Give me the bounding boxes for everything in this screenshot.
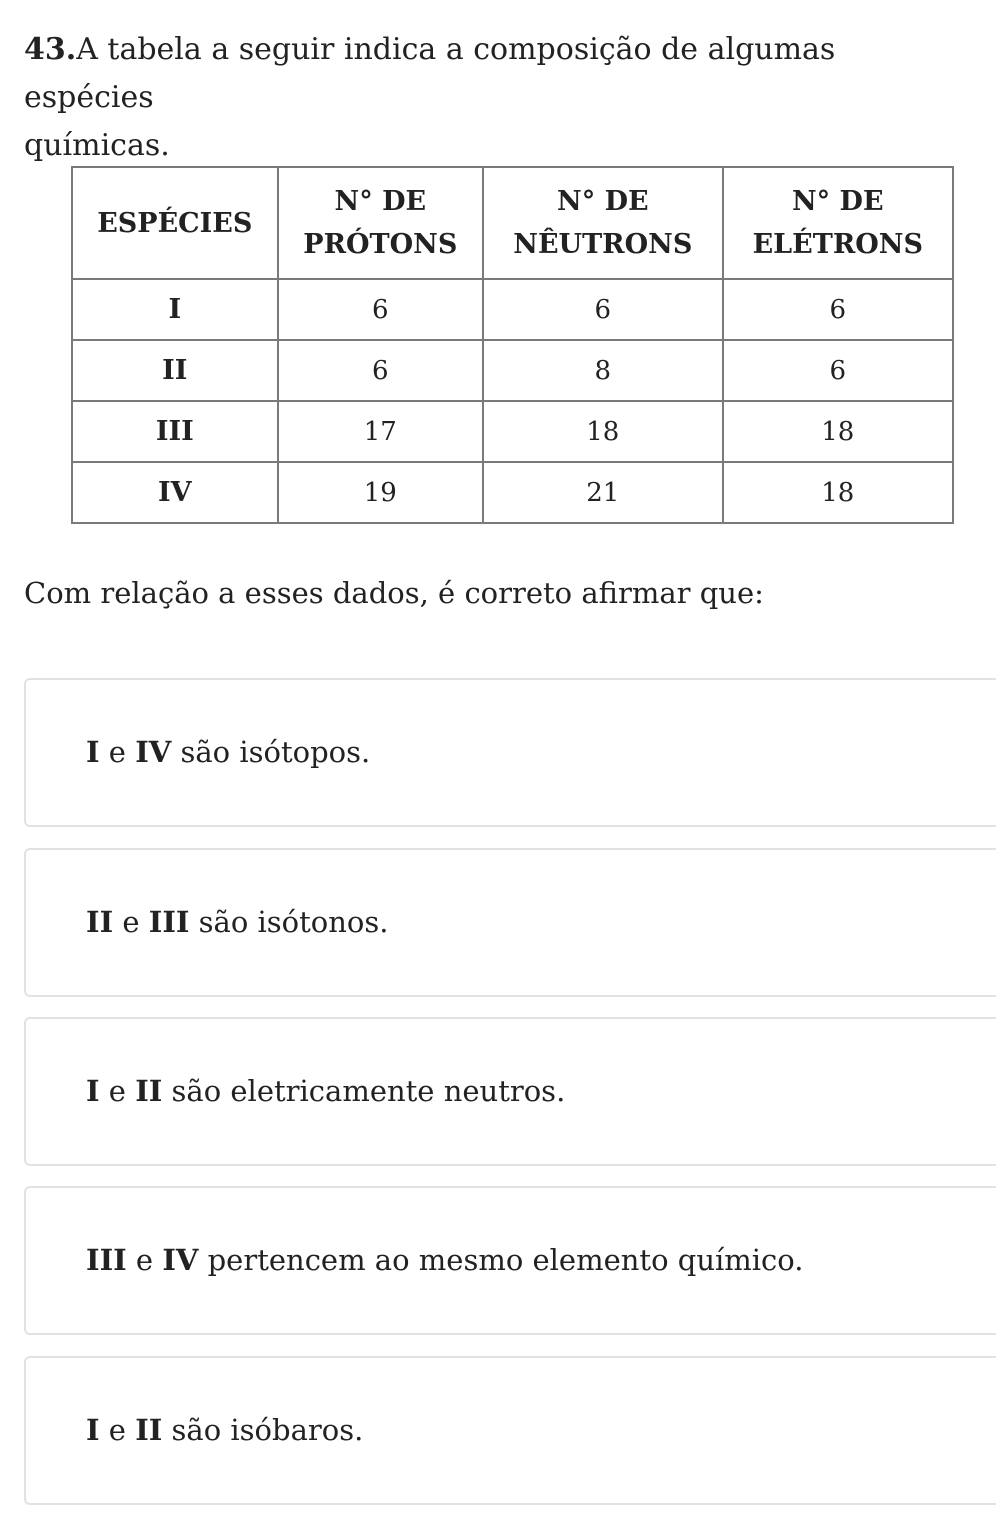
option-term-b: II <box>135 1413 163 1447</box>
header-neutrons-line1: N° DE <box>557 186 649 217</box>
cell-species: I <box>72 279 278 340</box>
cell-electrons: 6 <box>723 279 953 340</box>
answer-option-2[interactable] <box>24 848 996 997</box>
answer-option-text <box>86 1408 363 1452</box>
option-conjunction: e <box>99 1074 136 1108</box>
answer-option-text <box>86 900 389 944</box>
cell-neutrons: 6 <box>483 279 722 340</box>
table-row <box>72 401 953 462</box>
table-row <box>72 462 953 523</box>
cell-neutrons: 21 <box>483 462 722 523</box>
option-statement: são isótonos. <box>189 905 389 939</box>
header-electrons-line1: N° DE <box>791 186 884 217</box>
cell-species: IV <box>72 462 278 523</box>
answer-option-text <box>86 1238 803 1282</box>
header-protons <box>278 167 484 279</box>
cell-protons: 17 <box>278 401 484 462</box>
cell-species: III <box>72 401 278 462</box>
cell-species: II <box>72 340 278 401</box>
option-term-a: II <box>86 905 114 939</box>
option-statement: são isóbaros. <box>162 1413 364 1447</box>
answer-option-4[interactable] <box>24 1186 996 1335</box>
answer-option-5[interactable] <box>24 1356 996 1505</box>
question-text <box>24 26 954 170</box>
option-conjunction: e <box>126 1243 163 1277</box>
header-electrons-line2: ELÉTRONS <box>752 229 923 260</box>
option-term-b: III <box>148 905 190 939</box>
table-row <box>72 279 953 340</box>
answer-option-text <box>86 1069 565 1113</box>
cell-neutrons: 18 <box>483 401 722 462</box>
cell-protons: 6 <box>278 340 484 401</box>
cell-neutrons: 8 <box>483 340 722 401</box>
header-protons-line2: PRÓTONS <box>303 229 458 260</box>
header-especies-label: ESPÉCIES <box>97 207 253 239</box>
cell-electrons: 6 <box>723 340 953 401</box>
answer-option-3[interactable] <box>24 1017 996 1166</box>
option-term-a: III <box>86 1243 127 1277</box>
header-electrons <box>723 167 953 279</box>
question-line-1: A tabela a seguir indica a composição de algumas espécies <box>24 32 836 115</box>
option-term-b: IV <box>162 1243 199 1277</box>
option-term-b: IV <box>135 735 172 769</box>
header-neutrons <box>483 167 722 279</box>
option-conjunction: e <box>99 1413 136 1447</box>
option-statement: são isótopos. <box>171 735 371 769</box>
answer-option-1[interactable] <box>24 678 996 827</box>
header-protons-line1: N° DE <box>334 186 427 217</box>
option-term-a: I <box>86 1413 100 1447</box>
cell-protons: 19 <box>278 462 484 523</box>
option-statement: pertencem ao mesmo elemento químico. <box>198 1243 804 1277</box>
header-neutrons-line2: NÊUTRONS <box>513 229 693 260</box>
option-term-b: II <box>135 1074 163 1108</box>
cell-electrons: 18 <box>723 462 953 523</box>
species-composition-table <box>71 166 954 524</box>
header-especies <box>72 167 278 279</box>
table-row <box>72 340 953 401</box>
question-prompt: Com relação a esses dados, é correto afirmar que: <box>24 576 764 610</box>
question-line-2: químicas. <box>24 128 170 163</box>
option-term-a: I <box>86 735 100 769</box>
cell-protons: 6 <box>278 279 484 340</box>
option-term-a: I <box>86 1074 100 1108</box>
option-statement: são eletricamente neutros. <box>162 1074 566 1108</box>
option-conjunction: e <box>99 735 136 769</box>
answer-option-text <box>86 730 370 774</box>
question-number: 43. <box>24 32 77 67</box>
table-header-row <box>72 167 953 279</box>
option-conjunction: e <box>113 905 149 939</box>
cell-electrons: 18 <box>723 401 953 462</box>
